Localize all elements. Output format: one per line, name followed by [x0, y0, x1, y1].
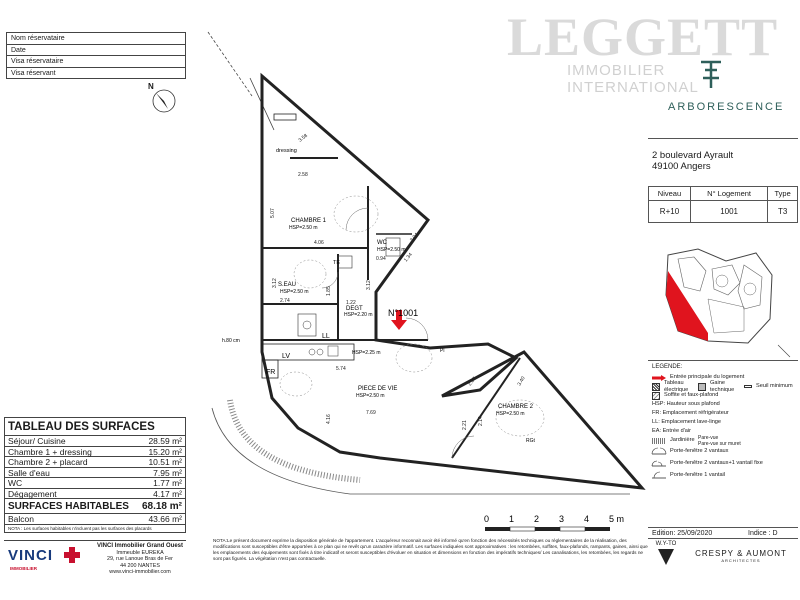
compass-north-label: N [148, 82, 154, 91]
room-label: DEGT [346, 306, 363, 312]
dimension: 3.12 [272, 278, 278, 288]
legend-item [652, 445, 798, 457]
wyto-label: W.Y-TO [655, 541, 677, 547]
promoter-city: 44 200 NANTES [120, 562, 160, 569]
crespy-sub: ARCHITECTES [721, 558, 761, 563]
surface-value: 28.59 m² [148, 436, 182, 446]
balcony-label: Balcon [8, 514, 34, 524]
room-hsp: HSP=2.20 m [344, 312, 373, 318]
ll-label: LL [322, 333, 330, 340]
lv-label: LV [282, 353, 291, 360]
edition-date: Edition: 25/09/2020 [652, 530, 713, 537]
balcony-row [5, 514, 185, 525]
reservation-table [6, 32, 186, 79]
legend-label: Porte-fenêtre 1 vantail [670, 471, 726, 478]
surface-row [5, 489, 185, 500]
technical-duct-icon [698, 383, 706, 391]
legend-item [652, 457, 798, 469]
dimension: 5.74 [336, 366, 346, 372]
dimension: 3.40 [516, 375, 527, 387]
legend-item [652, 409, 798, 418]
surface-label: Chambre 1 + dressing [8, 446, 92, 457]
dimension: 3.58 [297, 132, 309, 144]
address-line2: 49100 Angers [652, 161, 711, 172]
placard-label: Pl [440, 348, 445, 354]
dimension: 2.27 [466, 375, 478, 388]
room-hsp: HSP=2.50 m [377, 247, 406, 253]
compass-icon [148, 84, 180, 116]
te-label: TE [333, 260, 341, 266]
room-hsp: HSP=2.50 m [496, 411, 525, 417]
balcony-value: 43.66 m² [148, 514, 182, 524]
reservation-row: Date [7, 45, 185, 57]
dimension: 1.34 [402, 251, 414, 264]
room-label: CHAMBRE 2 [498, 404, 534, 410]
surface-value: 10.51 m² [148, 457, 182, 467]
promoter-block [4, 540, 186, 576]
height-note: h.80 cm [222, 338, 240, 344]
promoter-street: 29, rue Lanoue Bras de Fer [107, 556, 173, 563]
fr-label: FR [266, 369, 276, 376]
value-type: T3 [768, 201, 798, 223]
value-logement: 1001 [690, 201, 767, 223]
legal-note: NOTA:Le présent document exprime la disposition générale de l'appartement. L'acquéreur reconnait avoir été informé qu'en fonction des nécessités techniques ou réglementaires de la réalisation, des modifications sont susceptibles d'être apportées à ce plan qui ne revêt qu'un caractère informatif. Les surfaces indiquées sont approximatives : les retombées, soffites, faux-plafonds, rampants, gaines, ainsi que les emplacements des équipements sont fixés à titre indicatif et seront susceptibles d'évoluer en situation et dimensions en fonction des impératifs techniques/ Les canalisations, les retombées, les regards ne sont pas figurés. La végétation n'est pas contractuelle. [213, 538, 648, 562]
surface-value: 15.20 m² [148, 446, 182, 457]
surfaces-table [4, 417, 186, 533]
dressing-label: dressing [276, 148, 297, 154]
surface-row [5, 457, 185, 468]
promoter-website: www.vinci-immobilier.com [109, 569, 171, 576]
surface-total-row [5, 499, 185, 514]
value-niveau: R+10 [649, 201, 691, 223]
balcony-edge [208, 32, 252, 96]
vinci-logo-sub: IMMOBILIER [10, 566, 37, 571]
legend-label: Seuil minimum [756, 383, 793, 389]
address [652, 150, 733, 172]
rangement-label: RGt [526, 438, 535, 444]
dimension: 2.58 [298, 172, 308, 178]
dimension: 2.74 [280, 298, 290, 304]
scale-tick: 1 [509, 514, 515, 524]
address-line1: 2 boulevard Ayrault [652, 150, 734, 161]
floor-plan [190, 18, 650, 498]
surface-value: 7.95 m² [153, 467, 182, 478]
dimension: 2.21 [462, 420, 468, 430]
legend-label: HSP: Hauteur sous plafond [652, 401, 720, 407]
header-type: Type [768, 187, 798, 201]
dimension: 3.12 [366, 280, 372, 290]
header-logement: N° Logement [690, 187, 767, 201]
legend-label: LL: Emplacement lave-linge [652, 419, 722, 425]
threshold-icon [744, 385, 752, 388]
crespy-name: CRESPY & AUMONT [695, 549, 787, 558]
apartment-number: N°1001 [388, 308, 419, 318]
legend-label: Pare-vue [698, 434, 719, 441]
legend-item [652, 400, 798, 409]
arborescence-tree-icon [697, 58, 725, 90]
promoter-company: VINCI Immobilier Grand Ouest [96, 543, 183, 549]
legend-label: FR: Emplacement réfrigérateur [652, 410, 729, 416]
reservation-row: Visa réservant [7, 68, 185, 80]
apartment-walls [262, 76, 642, 488]
reservation-row: Nom réservataire [7, 33, 185, 45]
promoter-address [92, 543, 188, 576]
scale-tick: 2 [534, 514, 540, 524]
dimension: 2.04 [408, 231, 420, 244]
room-label: WC [377, 240, 387, 246]
room-hsp: HSP=2.50 m [289, 225, 318, 231]
dimension: 1.85 [326, 286, 332, 296]
room-hsp: HSP=2.50 m [356, 393, 385, 399]
double-door-fixed-icon [652, 460, 666, 466]
crespy-aumont-logo [686, 541, 796, 575]
dimension: 2.14 [478, 416, 484, 426]
legend [652, 364, 798, 481]
wyto-mark-icon [656, 547, 676, 567]
edition-index: Indice : D [748, 530, 778, 537]
single-door-icon [652, 472, 666, 478]
scale-tick: 5 m [609, 514, 625, 524]
surface-row [5, 436, 185, 447]
surface-row [5, 447, 185, 458]
surfaces-note: NOTA : Les surfaces habitables n'incluent pas les surfaces des placards [8, 525, 152, 531]
surface-label: Séjour/ Cuisine [8, 436, 66, 446]
surface-total-label: SURFACES HABITABLES [8, 501, 129, 512]
dimension: 4.16 [326, 414, 332, 424]
scale-bar [485, 513, 645, 535]
surface-label: Dégagement [8, 488, 57, 499]
surface-label: WC [8, 478, 23, 488]
room-label: PIECE DE VIE [358, 386, 398, 392]
soffit-icon [652, 392, 660, 400]
room-hsp: HSP=2.50 m [280, 289, 309, 295]
kitchen-counter [262, 344, 354, 360]
dimension: 4.06 [314, 240, 324, 246]
legend-item [652, 418, 798, 427]
legend-title: LEGENDE: [652, 364, 683, 370]
legend-label: Porte-fenêtre 2 vantaux [670, 447, 729, 454]
surface-total-value: 68.18 m² [141, 501, 182, 512]
planter [230, 400, 360, 480]
planter-icon [652, 438, 666, 444]
key-map-drawing [648, 235, 798, 361]
key-map [648, 235, 798, 361]
legend-label: Tableau électrique [664, 379, 689, 393]
dimension: 7.69 [366, 410, 376, 416]
legend-label: Entrée principale du logement [670, 374, 745, 380]
vinci-logo: VINCI [8, 547, 54, 564]
electrical-panel-icon [652, 383, 660, 391]
dimension: 0.94 [376, 256, 386, 262]
dimension: 5.07 [270, 208, 276, 218]
promoter-building: Immeuble EUREKA [116, 549, 164, 556]
dimension: 1.22 [346, 300, 356, 306]
surface-label: Salle d'eau [8, 467, 50, 478]
leggett-wordmark: LEGGETT [507, 7, 779, 67]
room-label: S.EAU [278, 282, 297, 288]
surface-row [5, 468, 185, 479]
legend-item [652, 379, 798, 393]
room-label: CHAMBRE 1 [291, 218, 327, 224]
surface-label: Chambre 2 + placard [8, 457, 88, 467]
double-door-icon [652, 448, 666, 454]
legend-label: Gaine technique [710, 379, 735, 393]
kitchen-hsp: HSP=2.25 m [352, 350, 381, 356]
lot-info-table [648, 186, 798, 223]
terrace-edge [212, 408, 630, 494]
vinci-cross-icon [64, 547, 80, 563]
surface-value: 1.77 m² [153, 478, 182, 488]
wyto-logo [651, 541, 681, 575]
leggett-tagline: IMMOBILIER INTERNATIONAL [567, 62, 699, 96]
project-name: ARBORESCENCE [668, 101, 785, 113]
header-niveau: Niveau [649, 187, 691, 201]
legend-label: EA: Entrée d'air [652, 428, 692, 434]
legend-item [652, 469, 798, 481]
scale-tick: 0 [484, 514, 490, 524]
legend-label: Jardinière [670, 437, 695, 443]
compass [148, 84, 180, 116]
legend-item [652, 436, 798, 445]
scale-tick: 3 [559, 514, 565, 524]
surface-value: 4.17 m² [153, 488, 182, 499]
surfaces-title: TABLEAU DES SURFACES [5, 418, 185, 436]
legend-label: Porte-fenêtre 2 vantaux+1 vantail fixe [670, 459, 763, 466]
edition-bar [648, 527, 798, 539]
legend-label: Pare-vue sur muret [698, 440, 741, 447]
divider [648, 138, 798, 139]
surface-row [5, 478, 185, 489]
reservation-row: Visa réservataire [7, 56, 185, 68]
scale-tick: 4 [584, 514, 590, 524]
legend-label: Soffite et faux-plafond [664, 392, 719, 398]
